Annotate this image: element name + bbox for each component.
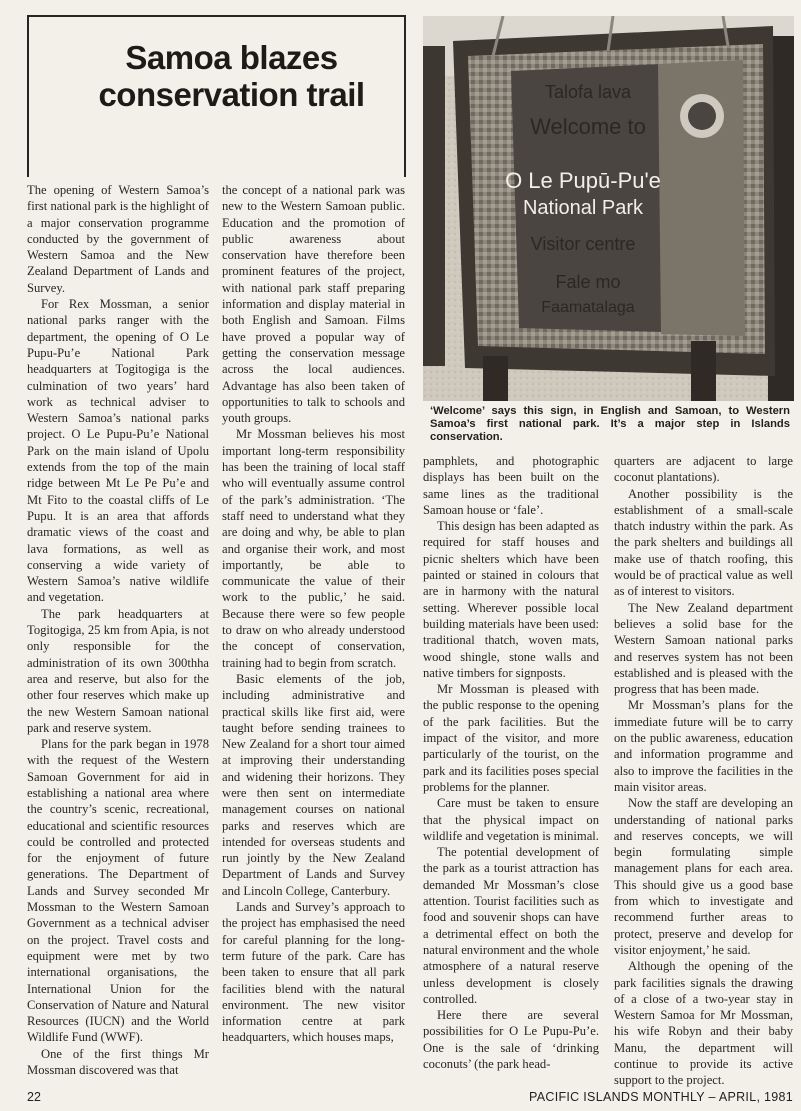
paragraph: One of the first things Mr Mossman discovered was that [27, 1046, 209, 1078]
sign-line: Welcome to [530, 114, 646, 139]
paragraph: Lands and Survey’s approach to the project has emphasised the need for careful planning for the long-term future of the park. Care has been taken to ensure that all park facilities blend with the natural environment. The new visitor information centre at park headquarters, which houses maps, [222, 900, 405, 1045]
headline-box [27, 15, 406, 177]
paragraph: Plans for the park began in 1978 with the request of the Western Samoan Government for aid in establishing a national area where the country’s scenic, recreational, educational and scientific resources could be controlled and protected for the enjoyment of future generations. The Department of Lands and Survey seconded Mr Mossman to the Western Samoan Government as a technical adviser on the project. Travel costs and equipment were met by two international organisations, the International Union for the Conservation of Nature and Natural Resources (IUCN) and the World Wildlife Fund (WWF). [27, 737, 209, 1045]
paragraph: For Rex Mossman, a senior national parks ranger with the department, the opening of O Le Pupu-Pu’e National Park headquarters at Togitogiga is the culmination of two years’ hard work as technical adviser to Western Samoa’s national parks project. O Le Pupu-Pu’e National Park on the main island of Upolu extends from the top of the main ridge between Mt Le Pe Pu’e and Mt Fito to the coastal cliffs of Le Pupu. It is an area that affords dramatic views of the coast and lava formations, as well as conserving a wide variety of Western Samoa’s native wildlife and vegetation. [27, 297, 209, 605]
masthead-footer: PACIFIC ISLANDS MONTHLY – APRIL, 1981 [529, 1090, 793, 1104]
paragraph: Mr Mossman’s plans for the immediate future will be to carry on the public awareness, education and information programme and also to improve the facilities in the main visitor areas. [614, 698, 793, 794]
paragraph: Now the staff are developing an understanding of national parks and reserves concepts, we will begin formulating simple management plans for each area. This should give us a good base from which to investigate and recommend further areas to protect, preserve and develop for visitor enjoyment,’ he said. [614, 796, 793, 957]
page-number: 22 [27, 1090, 41, 1104]
headline: Samoa blazes conservation trail [98, 39, 365, 113]
paragraph: This design has been adapted as required for staff houses and picnic shelters which have been painted or stained in colours that are in harmony with the natural setting. Wherever possible local building materials have been used: traditional thatch, woven mats, wood shingle, stone walls and native timbers for signposts. [423, 519, 599, 680]
article-column-1 [27, 182, 209, 1078]
sign-line: Visitor centre [530, 234, 636, 254]
headline-rule [404, 17, 406, 99]
sign-photo [423, 16, 794, 401]
sign-line: O Le Pupū-Pu'e [505, 168, 661, 193]
sign-line: Fale mo [555, 272, 621, 292]
paragraph: The park headquarters at Togitogiga, 25 km from Apia, is not only responsible for the administration of its own 300thha area and reserve, but also for the other four reserves which make up the new Western Samoan national park and reserve system. [27, 606, 209, 735]
paragraph: The opening of Western Samoa’s first national park is the highlight of a major conservation programme conducted by the government of Western Samoa and the New Zealand Department of Lands and Survey. [27, 183, 209, 295]
paragraph: quarters are adjacent to large coconut plantations). [614, 454, 793, 485]
paragraph: Basic elements of the job, including administrative and practical skills like first aid, were taught before sending trainees to New Zealand for a short tour aimed at improving their understanding and widening their horizons. They were then sent on intermediate management courses on national parks and reserves which are intended for overseas students and run jointly by the New Zealand Department of Lands and Survey and Lincoln College, Canterbury. [222, 671, 405, 898]
paragraph: pamphlets, and photographic displays has been built on the same lines as the traditional Samoan house or ‘fale’. [423, 454, 599, 517]
paragraph: The potential development of the park as a tourist attraction has demanded Mr Mossman’s close attention. Tourist facilities such as food and souvenir shops can have a detrimental effect on both the natural environment and the whole atmosphere of a natural reserve unless development is closely controlled. [423, 845, 599, 1006]
sign-line: National Park [522, 197, 644, 219]
paragraph: the concept of a national park was new to the Western Samoan public. Education and the promotion of public awareness about conservation have therefore been prominent features of the project, with national park staff preparing information and display material in both English and Samoan. Films have proved a popular way of getting the conservation message across the local audiences. Advantage has also been taken of opportunities to talk to schools and youth groups. [222, 183, 405, 426]
article-column-2 [222, 182, 405, 1046]
paragraph: Mr Mossman is pleased with the public response to the opening of the park facilities. But the impact of the visitor, and more particularly of the tourist, on the park and its facilities poses special problems for the planner. [423, 682, 599, 794]
article-column-3 [423, 453, 599, 1072]
photo-caption: ‘Welcome’ says this sign, in English and Samoan, to Western Samoa’s first national park. It’s a major step in Islands conservation. [430, 405, 790, 443]
paragraph: Although the opening of the park facilities signals the drawing of a close of a two-year stay in Western Samoa for Mr Mossman, his wife Robyn and their baby Manu, the department will continue to provide its active support to the project. [614, 959, 793, 1088]
paragraph: The New Zealand department believes a solid base for the Western Samoan national parks and reserves system has not been established and is pleased with the progress that has been made. [614, 600, 793, 697]
paragraph: Care must be taken to ensure that the physical impact on wildlife and vegetation is minimal. [423, 796, 599, 843]
paragraph: Another possibility is the establishment of a small-scale thatch industry within the park. As the park shelters and buildings all make use of thatch roofing, this would be of practical value as well as of interest to visitors. [614, 486, 793, 599]
sign-line: Faamatalaga [541, 299, 635, 316]
paragraph: Here there are several possibilities for O Le Pupu-Pu’e. One is the sale of ‘drinking coconuts’ (the park head- [423, 1008, 599, 1071]
paragraph: Mr Mossman believes his most important long-term responsibility has been the training of local staff who will eventually assume control of the park’s administration. ‘The staff need to understand what they are doing and why, be able to plan and organise their work, and most importantly, be able to communicate the value of their work to the public,’ he said. Because there were so few people to draw on who already understood the concept of conservation, training had to begin from scratch. [222, 427, 405, 670]
article-column-4 [614, 453, 793, 1089]
sign-line: Talofa lava [544, 82, 632, 102]
